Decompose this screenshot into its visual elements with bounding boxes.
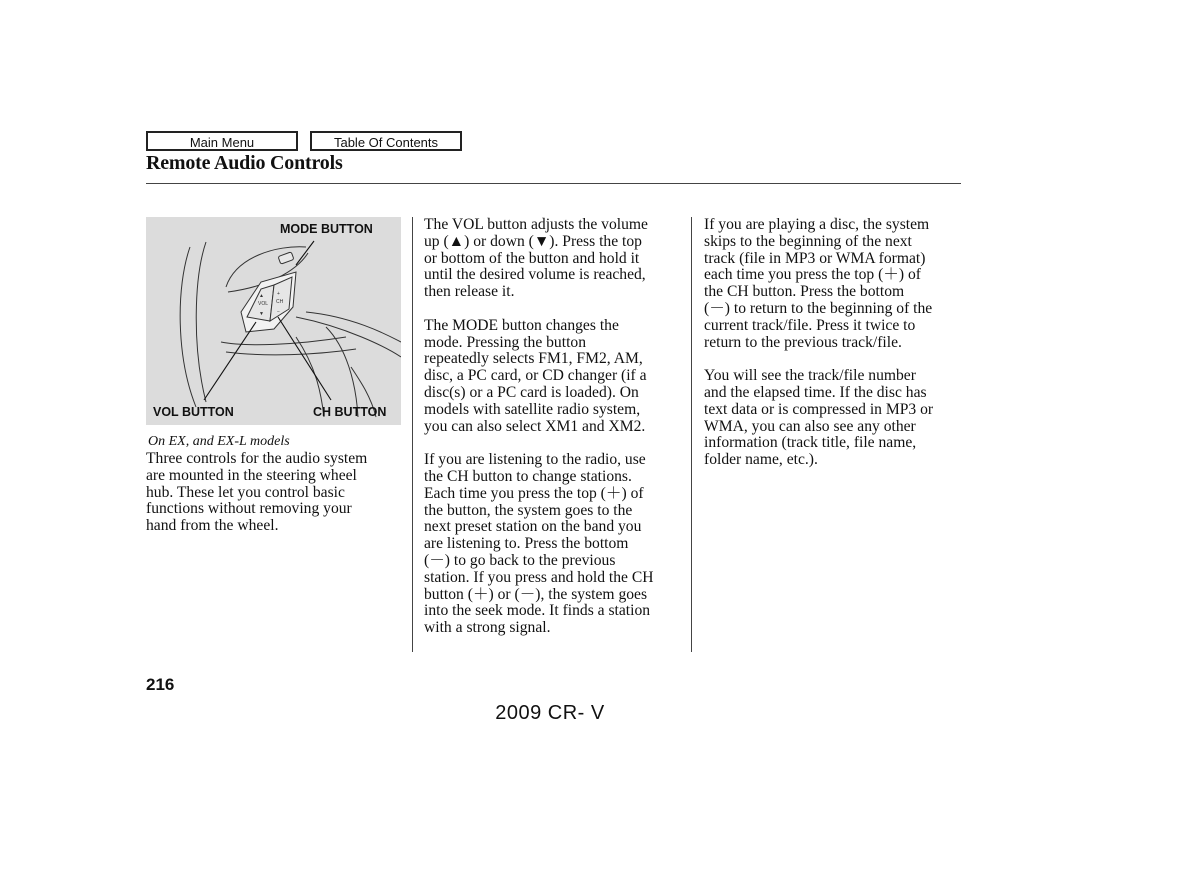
mode-button-label: MODE BUTTON (280, 222, 373, 236)
text-column-3 (704, 217, 966, 486)
text-column-2 (424, 217, 686, 654)
steering-wheel-controls-illustration (146, 217, 401, 425)
title-divider (146, 183, 961, 184)
vol-button-paragraph: The VOL button adjusts the volume up (▲) or down (▼). Press the top or bottom of the button and hold it until the desired volume is reached, then release it. (424, 216, 648, 301)
section-title: Remote Audio Controls (146, 152, 343, 174)
text-column-1 (146, 451, 406, 552)
svg-text:VOL: VOL (258, 301, 269, 307)
mode-button-paragraph: The MODE button changes the mode. Pressing the button repeatedly selects FM1, FM2, AM, disc, a PC card, or CD changer (if a disc(s) or a PC card is loaded). On models with satellite radio system, you can also select XM1 and XM2. (424, 316, 647, 435)
steering-wheel-drawing (146, 217, 401, 425)
footer-model-name: 2009 CR- V (495, 702, 605, 724)
svg-text:▼: ▼ (259, 311, 264, 317)
intro-paragraph: Three controls for the audio system are mounted in the steering wheel hub. These let you control basic functions without removing your hand from the wheel. (146, 450, 368, 535)
page-number: 216 (146, 675, 175, 694)
svg-text:▲: ▲ (259, 293, 264, 299)
vol-button-label: VOL BUTTON (153, 405, 234, 419)
svg-text:CH: CH (276, 299, 284, 305)
track-display-paragraph: You will see the track/file number and the elapsed time. If the disc has text data or is compressed in MP3 or WMA, you can also see any other information (track title, file name, folder name, etc.). (704, 367, 934, 469)
column-divider (691, 217, 692, 652)
column-divider (412, 217, 413, 652)
ch-button-disc-paragraph: If you are playing a disc, the system skips to the beginning of the next track (file in MP3 or WMA format) each time you press the top (＋) of the CH button. Press the bottom (－) to return to the beginning of the current track/file. Press it twice to return to the previous track/file. (704, 216, 933, 351)
svg-text:+: + (277, 291, 280, 297)
table-of-contents-button[interactable]: Table Of Contents (310, 131, 462, 151)
svg-text:−: − (277, 309, 280, 315)
figure-caption: On EX, and EX-L models (148, 434, 290, 449)
ch-button-radio-paragraph: If you are listening to the radio, use the CH button to change stations. Each time you press the top (＋) of the button, the system goes to the next preset station on the band you are listening to. Press the bottom (－) to go back to the previous station. If you press and hold the CH button (＋) or (－), the system goes into the seek mode. It finds a station with a strong signal. (424, 451, 654, 637)
ch-button-label: CH BUTTON (313, 405, 387, 419)
main-menu-button[interactable]: Main Menu (146, 131, 298, 151)
